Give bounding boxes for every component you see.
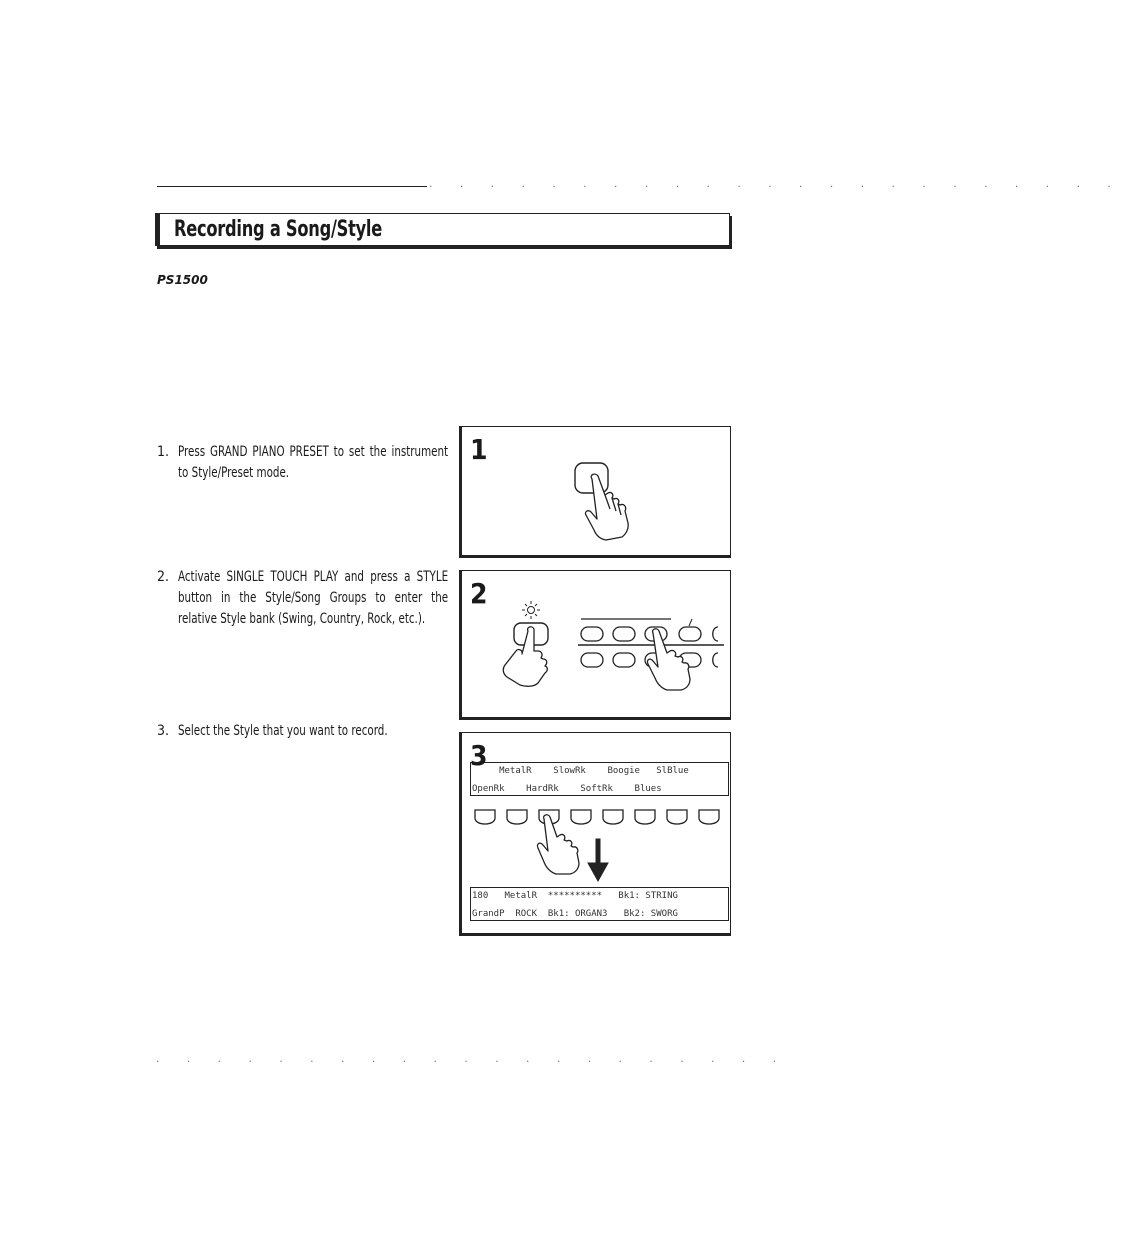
panel-number: 3 [470, 739, 488, 772]
step-text: Press GRAND PIANO PRESET to set the instrument to Style/Preset mode. [178, 444, 449, 481]
section-title-box [155, 213, 730, 246]
step-3 [157, 721, 427, 742]
step-1 [157, 442, 449, 484]
lcd-row: OpenRk HardRk SoftRk Blues [472, 784, 662, 794]
illustration-panel-3 [459, 732, 731, 936]
lcd-row: GrandP ROCK Bk1: ORGAN3 Bk2: SWORG [472, 909, 678, 919]
slash-mark [689, 619, 692, 626]
step-text: Activate SINGLE TOUCH PLAY and press a STYLE button in the Style/Song Groups to enter the relative Style bank (Swing, Country, Rock, etc.). [178, 569, 449, 627]
indicator-light-icon [522, 601, 540, 619]
footer-dotted-rule: . . . . . . . . . . . . . . . . . . . . . [155, 1055, 788, 1065]
illustration-panel-2 [459, 570, 731, 720]
model-label: PS1500 [157, 273, 208, 287]
style-select-buttons [475, 810, 719, 824]
illustration-panel-1 [459, 426, 731, 558]
single-touch-style-illustration [462, 571, 734, 721]
down-arrow-icon [588, 839, 608, 881]
panel-number: 2 [470, 577, 488, 610]
grand-piano-preset-illustration [462, 427, 734, 559]
lcd-display-status [470, 887, 729, 921]
step-text: Select the Style that you want to record. [178, 723, 388, 739]
style-buttons-upper [581, 627, 718, 641]
header-dotted-rule: . . . . . . . . . . . . . . . . . . . . . . . [428, 180, 1122, 190]
step-2 [157, 567, 449, 630]
lcd-row: 180 MetalR ********** Bk1: STRING [472, 891, 678, 901]
step-number: 2. [157, 569, 170, 585]
page-title: Recording a Song/Style [174, 217, 383, 242]
step-number: 1. [157, 444, 170, 460]
panel-number: 1 [470, 433, 488, 466]
header-rule [157, 186, 427, 187]
step-number: 3. [157, 723, 170, 739]
lcd-row: MetalR SlowRk Boogie SlBlue [472, 766, 689, 776]
